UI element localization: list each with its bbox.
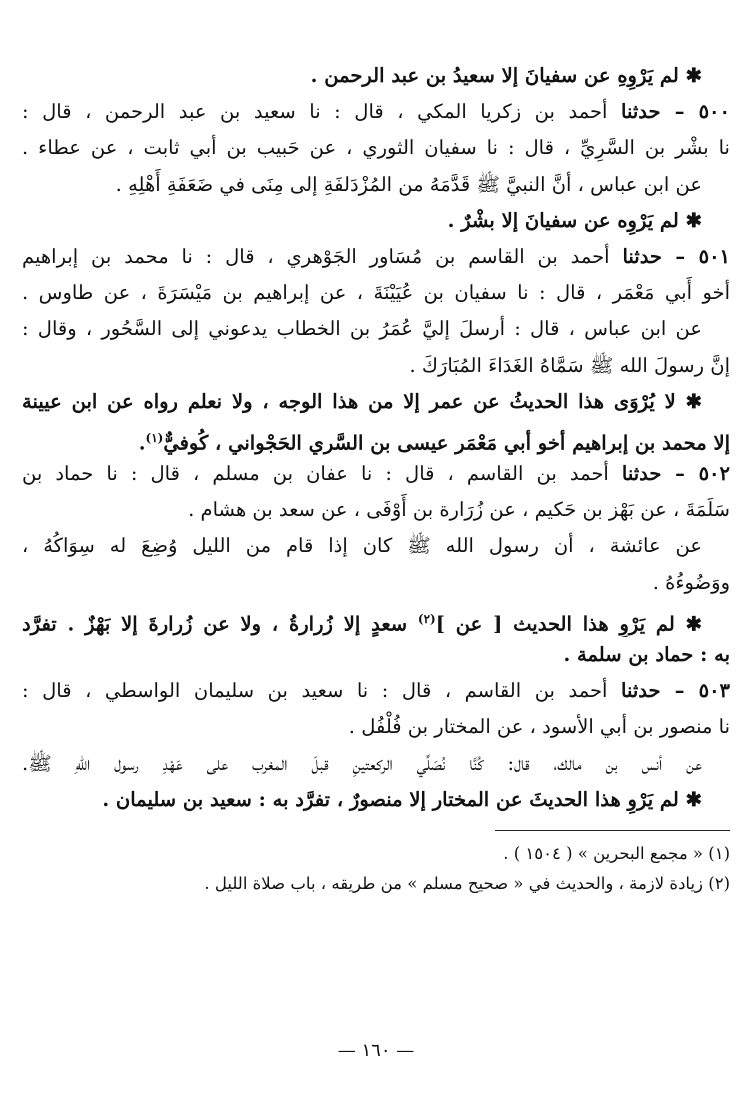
text-line: [22, 420, 730, 456]
line-text: أحمد بن القاسم بن مُسَاور الجَوْهري ، قال : نا محمد بن إبراهيم: [22, 244, 623, 268]
footnote-separator: [495, 830, 730, 831]
text-line: [22, 58, 730, 94]
line-text: ووَضُوءُهُ .: [652, 570, 730, 594]
line-text-tail: سعدٍ إلا زُرارةُ ، ولا عن زُرارةَ إلا بَهْزٌ . تفرَّد: [22, 612, 418, 636]
star-marker-icon: ✱: [675, 389, 702, 413]
hadith-number: ٥٠٢ – حدثنا: [621, 462, 730, 486]
line-text: أخو أَبي مَعْمَر ، قال : نا سفيان بن عُيَيْنَةَ ، عن إبراهيم بن مَيْسَرَةَ ، عن طاوس .: [22, 281, 730, 305]
line-text: عن عائشة ، أن رسول الله ﷺ كان إذا قام من الليل وُضِعَ له سِوَاكُهُ ،: [22, 534, 702, 558]
line-text: أحمد بن زكريا المكي ، قال : نا سعيد بن عبد الرحمن ، قال :: [22, 100, 622, 124]
text-line: [22, 492, 730, 528]
footnote: (٢) زيادة لازمة ، والحديث في « صحيح مسلم » من طريقه ، باب صلاة الليل .: [204, 873, 730, 893]
line-text: لم يَرْوِ هذا الحديثَ عن المختار إلا منصورٌ ، تفرَّد به : سعيد بن سليمان .: [102, 787, 679, 811]
line-text: عن ابن عباس ، أنَّ النبيَّ ﷺ قَدَّمَهُ من المُزْدَلفَةِ إلى مِنَى في ضَعَفَةِ أَهْلِهِ .: [115, 172, 702, 196]
footnote-ref: (٢): [417, 611, 436, 626]
text-line: [22, 311, 730, 347]
text-line: [22, 673, 730, 709]
line-text: به : حماد بن سلمة .: [563, 643, 730, 666]
text-line: [22, 167, 730, 203]
star-marker-icon: ✱: [674, 612, 702, 636]
hadith-number: ٥٠١ – حدثنا: [622, 244, 730, 268]
text-line: [22, 130, 730, 166]
line-text: أحمد بن القاسم ، قال : نا سعيد بن سليمان الواسطي ، قال :: [22, 679, 622, 703]
text-line: [22, 384, 730, 420]
star-marker-icon: ✱: [678, 787, 702, 811]
footnote: (١) « مجمع البحرين » ( ١٥٠٤ ) .: [503, 843, 730, 863]
text-line: [22, 348, 730, 384]
footnote-ref: (١): [145, 430, 164, 445]
text-line: [22, 601, 730, 637]
page-number: — ١٦٠ —: [337, 1040, 415, 1061]
line-text: لم يَرْوِه عن سفيانَ إلا بشْرٌ .: [447, 208, 679, 232]
line-text-tail: .: [138, 431, 146, 455]
line-text: لم يَرْوِ هذا الحديث [ عن ]: [435, 612, 675, 636]
line-text: إنَّ رسولَ الله ﷺ سَمَّاهُ الغَدَاءَ المُبَارَكَ .: [409, 353, 730, 377]
text-line: [22, 203, 730, 239]
hadith-number: ٥٠٣ – حدثنا: [621, 679, 730, 703]
line-text: عن أنس بن مالك، قال: كُنَّا نُصَلِّي الركعتينِ قبلَ المغرب على عَهْدِ رسول اللهِ ﷺ.: [22, 751, 702, 775]
line-text: سَلَمَةَ ، عن بَهْز بن حَكيم ، عن زُرَارة بن أَوْفَى ، عن سعد بن هشام .: [188, 498, 730, 522]
text-line: [22, 746, 730, 782]
text-line: [22, 239, 730, 275]
line-text: نا منصور بن أبي الأسود ، عن المختار بن فُلْفُل .: [348, 715, 730, 739]
star-marker-icon: ✱: [678, 208, 702, 232]
line-text: إلا محمد بن إبراهيم أخو أبي مَعْمَر عيسى بن السَّري الحَجْواني ، كُوفيٌّ: [163, 431, 730, 455]
text-line: [22, 637, 730, 673]
text-line: [22, 709, 730, 745]
hadith-number: ٥٠٠ – حدثنا: [621, 100, 730, 124]
footnotes: [22, 839, 730, 899]
line-text: أحمد بن القاسم ، قال : نا عفان بن مسلم ، قال : نا حماد بن: [22, 462, 622, 486]
line-text: عن ابن عباس ، قال : أرسلَ إليَّ عُمَرُ بن الخطاب يدعوني إلى السَّحُور ، وقال :: [22, 317, 702, 341]
text-line: [22, 275, 730, 311]
text-line: [22, 782, 730, 818]
line-text: لا يُرْوَى هذا الحديثُ عن عمر إلا من هذا الوجه ، ولا نعلم رواه عن ابن عيينة: [22, 389, 676, 413]
text-line: [22, 94, 730, 130]
text-line: [22, 456, 730, 492]
star-marker-icon: ✱: [678, 64, 702, 87]
line-text: نا بشْر بن السَّرِيِّ ، قال : نا سفيان الثوري ، عن حَبيب بن أبي ثابت ، عن عطاء .: [22, 136, 730, 160]
text-line: [22, 528, 730, 564]
main-text: [22, 58, 730, 818]
line-text: لم يَرْوِهِ عن سفيانَ إلا سعيدُ بن عبد الرحمن .: [310, 64, 679, 87]
text-line: [22, 565, 730, 601]
